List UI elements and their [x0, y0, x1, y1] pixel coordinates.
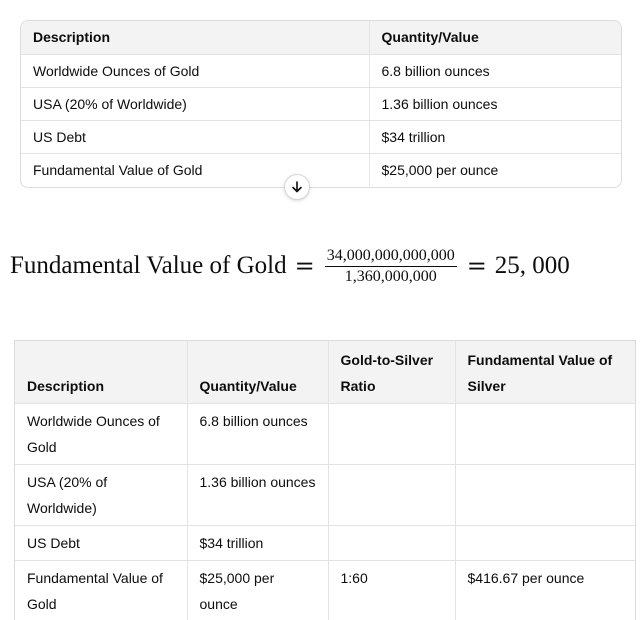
table-cell: 6.8 billion ounces [187, 403, 328, 464]
table-row [21, 87, 621, 120]
summary-table [21, 21, 621, 186]
equation-equals-2: = [466, 252, 487, 280]
silver-table-container[interactable] [14, 340, 636, 620]
table-cell [455, 403, 635, 464]
table-cell: $34 trillion [187, 525, 328, 560]
fraction-denominator: 1,360,000,000 [344, 267, 437, 285]
table-cell: Worldwide Ounces of Gold [15, 403, 187, 464]
table-cell [455, 525, 635, 560]
table-cell: $25,000 per ounce [381, 161, 499, 178]
table-cell: 1:60 [328, 560, 455, 620]
table-header-row [15, 341, 635, 403]
equation-fraction [325, 247, 457, 286]
equation-equals: = [294, 252, 315, 280]
table-row [15, 525, 635, 560]
table-row [21, 153, 621, 186]
table-row [15, 464, 635, 525]
table-cell: 1.36 billion ounces [187, 464, 328, 525]
table-cell: USA (20% of Worldwide) [21, 87, 369, 120]
fundamental-value-equation [10, 244, 570, 288]
arrow-down-icon [290, 180, 304, 194]
table-row [21, 120, 621, 153]
column-header-description: Description [15, 341, 187, 403]
table-row [15, 560, 635, 620]
table-cell: $34 trillion [369, 120, 621, 153]
table-cell: Fundamental Value of Gold [15, 560, 187, 620]
column-header-ratio: Gold-to-Silver Ratio [328, 341, 455, 403]
table-cell [328, 464, 455, 525]
table-row [21, 54, 621, 87]
scroll-down-button[interactable] [284, 174, 310, 200]
table-cell [328, 403, 455, 464]
table-cell: $416.67 per ounce [467, 569, 585, 586]
table-cell: 6.8 billion ounces [369, 54, 621, 87]
table-cell: Worldwide Ounces of Gold [21, 54, 369, 87]
table-header-row [21, 21, 621, 54]
equation-lhs: Fundamental Value of Gold [10, 252, 287, 279]
table-cell: Fundamental Value of Gold [21, 153, 369, 186]
column-header-description: Description [21, 21, 369, 54]
equation-result: 25, 000 [494, 252, 570, 279]
table-cell: USA (20% of Worldwide) [15, 464, 187, 525]
table-cell: US Debt [21, 120, 369, 153]
table-cell: $25,000 per ounce [187, 560, 328, 620]
column-header-quantity: Quantity/Value [369, 21, 621, 54]
table-cell [328, 525, 455, 560]
table-cell [455, 464, 635, 525]
column-header-quantity: Quantity/Value [187, 341, 328, 403]
table-row [15, 403, 635, 464]
fraction-numerator: 34,000,000,000,000 [326, 246, 455, 264]
table-cell: US Debt [15, 525, 187, 560]
column-header-silver-value: Fundamental Value of Silver [455, 341, 635, 403]
summary-table-container[interactable] [20, 20, 622, 188]
silver-value-table [15, 341, 635, 620]
table-cell: 1.36 billion ounces [369, 87, 621, 120]
